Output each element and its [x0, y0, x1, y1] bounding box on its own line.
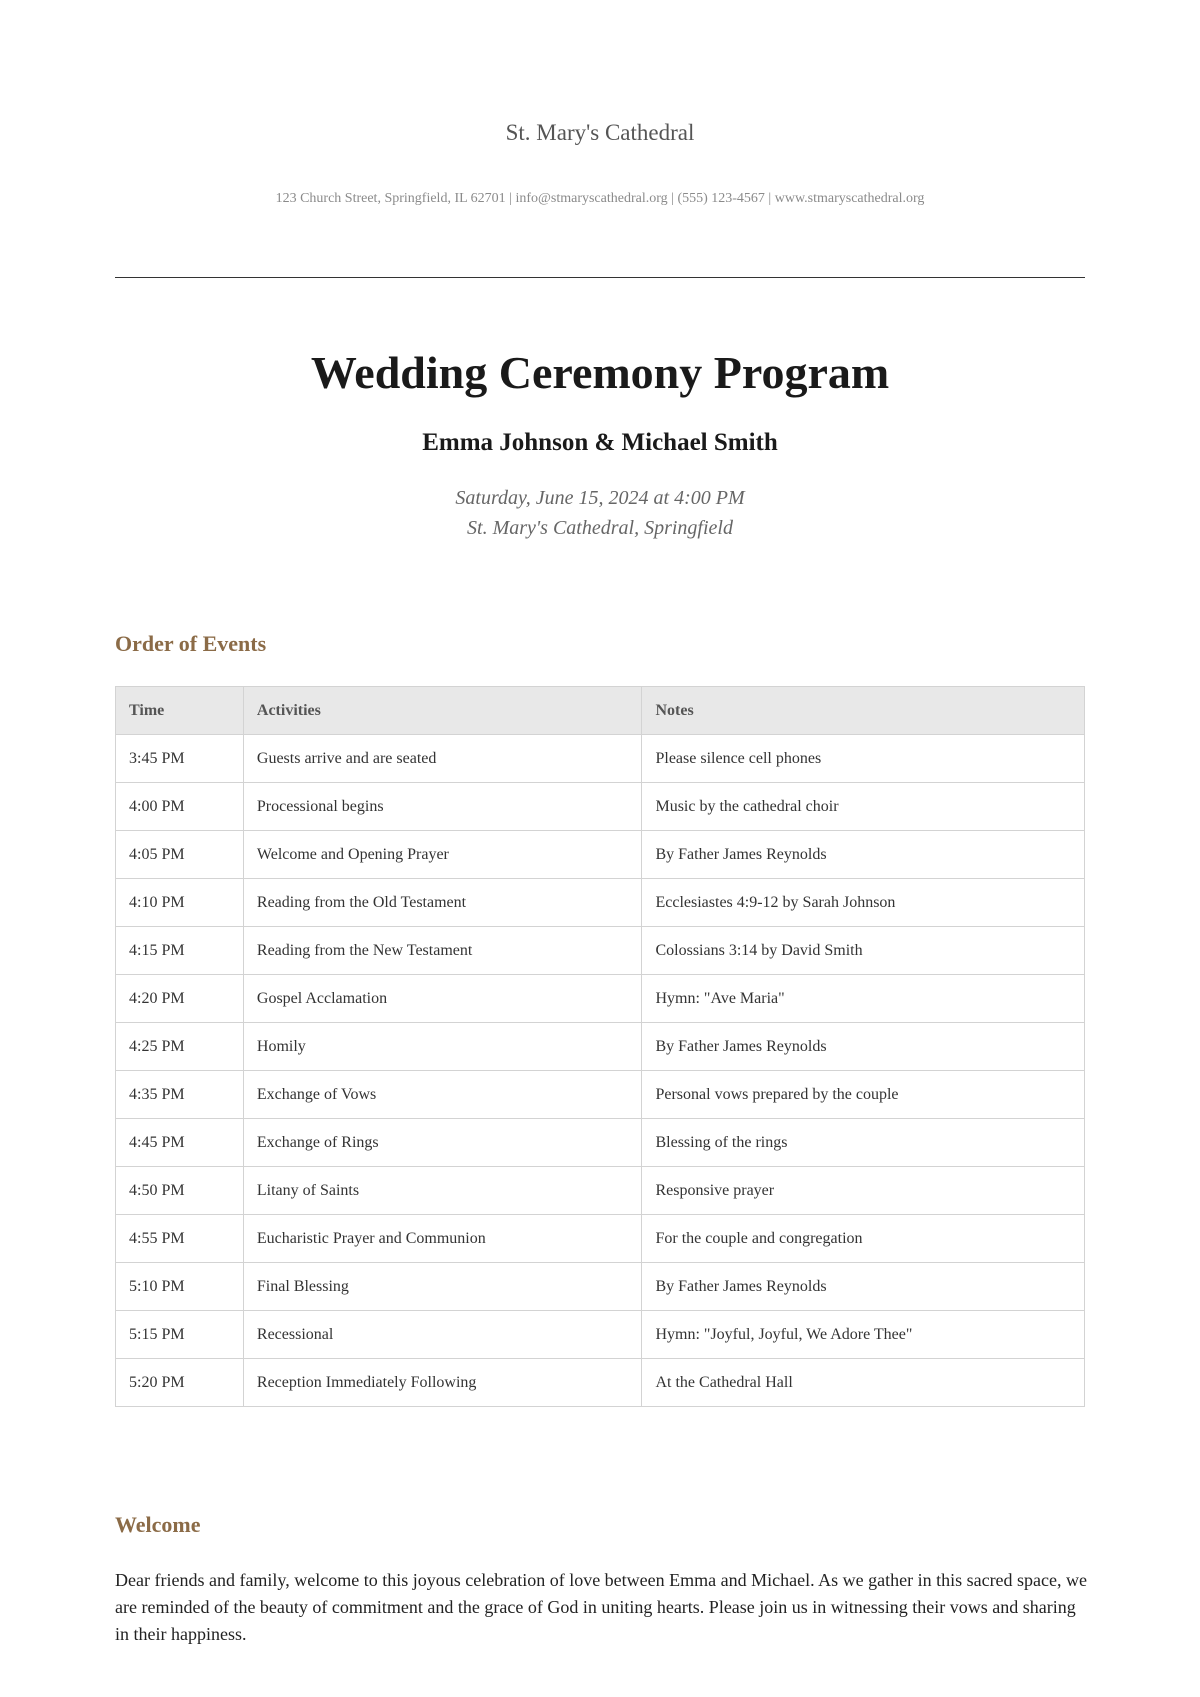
cell-notes: At the Cathedral Hall — [642, 1359, 1085, 1407]
cell-time: 4:00 PM — [116, 783, 244, 831]
cell-activity: Litany of Saints — [243, 1167, 642, 1215]
cell-time: 5:15 PM — [116, 1311, 244, 1359]
table-row — [116, 1311, 1085, 1359]
cell-activity: Gospel Acclamation — [243, 975, 642, 1023]
title-block — [0, 345, 1200, 543]
cell-notes: Ecclesiastes 4:9-12 by Sarah Johnson — [642, 879, 1085, 927]
table-header-row — [116, 687, 1085, 735]
cell-notes: By Father James Reynolds — [642, 1263, 1085, 1311]
cell-notes: By Father James Reynolds — [642, 1023, 1085, 1071]
contact-info: 123 Church Street, Springfield, IL 62701 | info@stmaryscathedral.org | (555) 123-4567 | www.stmaryscathedral.org — [275, 191, 925, 206]
cell-activity: Welcome and Opening Prayer — [243, 831, 642, 879]
ceremony-location: St. Mary's Cathedral, Springfield — [467, 517, 733, 539]
cell-activity: Recessional — [243, 1311, 642, 1359]
cell-activity: Guests arrive and are seated — [243, 735, 642, 783]
cell-activity: Reception Immediately Following — [243, 1359, 642, 1407]
page-title: Wedding Ceremony Program — [310, 347, 890, 398]
table-row — [116, 975, 1085, 1023]
cell-activity: Final Blessing — [243, 1263, 642, 1311]
table-row — [116, 1215, 1085, 1263]
column-header-activities: Activities — [243, 687, 642, 735]
table-row — [116, 735, 1085, 783]
cell-activity: Reading from the New Testament — [243, 927, 642, 975]
couple-names: Emma Johnson & Michael Smith — [422, 429, 778, 456]
table-row — [116, 783, 1085, 831]
cell-activity: Processional begins — [243, 783, 642, 831]
table-row — [116, 879, 1085, 927]
cell-time: 4:55 PM — [116, 1215, 244, 1263]
cell-notes: Blessing of the rings — [642, 1119, 1085, 1167]
table-row — [116, 1359, 1085, 1407]
ceremony-date-time: Saturday, June 15, 2024 at 4:00 PM — [455, 487, 745, 509]
order-of-events-table — [115, 686, 1085, 1407]
cell-notes: Responsive prayer — [642, 1167, 1085, 1215]
cell-time: 4:20 PM — [116, 975, 244, 1023]
cell-time: 4:50 PM — [116, 1167, 244, 1215]
table-row — [116, 927, 1085, 975]
table-row — [116, 831, 1085, 879]
table-row — [116, 1023, 1085, 1071]
cell-notes: Music by the cathedral choir — [642, 783, 1085, 831]
cell-notes: Please silence cell phones — [642, 735, 1085, 783]
table-row — [116, 1119, 1085, 1167]
cell-activity: Exchange of Rings — [243, 1119, 642, 1167]
order-of-events-heading: Order of Events — [115, 631, 267, 657]
table-row — [116, 1071, 1085, 1119]
cell-time: 4:05 PM — [116, 831, 244, 879]
organization-name: St. Mary's Cathedral — [505, 120, 695, 145]
cell-notes: For the couple and congregation — [642, 1215, 1085, 1263]
cell-notes: Personal vows prepared by the couple — [642, 1071, 1085, 1119]
cell-activity: Reading from the Old Testament — [243, 879, 642, 927]
table-row — [116, 1167, 1085, 1215]
cell-notes: By Father James Reynolds — [642, 831, 1085, 879]
cell-time: 4:45 PM — [116, 1119, 244, 1167]
cell-time: 4:25 PM — [116, 1023, 244, 1071]
letterhead — [0, 0, 1200, 208]
cell-time: 4:15 PM — [116, 927, 244, 975]
cell-time: 4:35 PM — [116, 1071, 244, 1119]
cell-activity: Exchange of Vows — [243, 1071, 642, 1119]
header-divider — [115, 277, 1085, 278]
cell-time: 4:10 PM — [116, 879, 244, 927]
cell-notes: Hymn: "Ave Maria" — [642, 975, 1085, 1023]
column-header-time: Time — [116, 687, 244, 735]
cell-time: 5:10 PM — [116, 1263, 244, 1311]
welcome-heading: Welcome — [115, 1512, 201, 1538]
table-row — [116, 1263, 1085, 1311]
cell-activity: Eucharistic Prayer and Communion — [243, 1215, 642, 1263]
cell-activity: Homily — [243, 1023, 642, 1071]
column-header-notes: Notes — [642, 687, 1085, 735]
cell-notes: Hymn: "Joyful, Joyful, We Adore Thee" — [642, 1311, 1085, 1359]
welcome-message: Dear friends and family, welcome to this joyous celebration of love between Emma and Michael. As we gather in this sacred space, we are reminded of the beauty of commitment and the grace of God in uniting hearts. Please join us in witnessing their vows and sharing in their happiness. — [115, 1570, 1088, 1644]
cell-time: 5:20 PM — [116, 1359, 244, 1407]
cell-time: 3:45 PM — [116, 735, 244, 783]
cell-notes: Colossians 3:14 by David Smith — [642, 927, 1085, 975]
